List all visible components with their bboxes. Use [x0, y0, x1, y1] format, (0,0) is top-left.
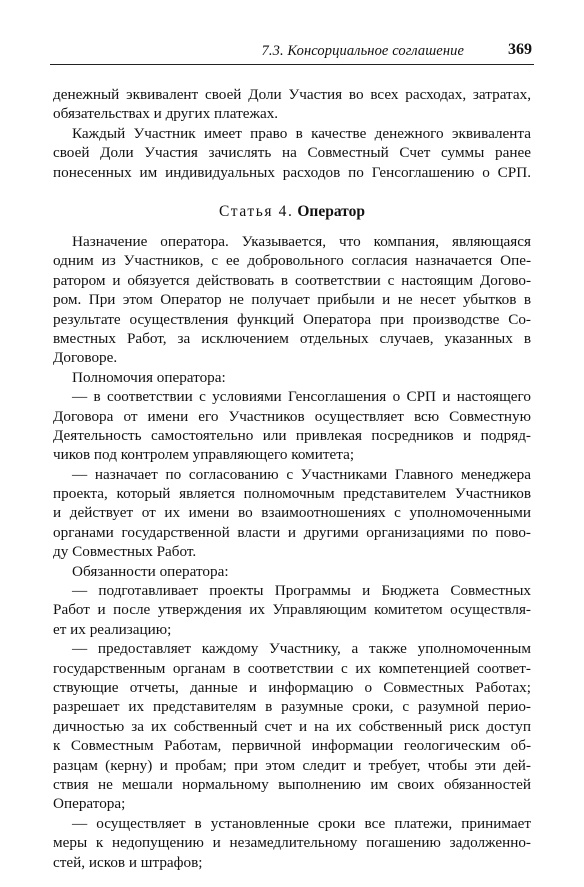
- text-line: ствия не мешали нормальному выполнению им своих обязанностей: [53, 775, 531, 793]
- text-line: Деятельность самостоятельно или привлекая посредников и подряд-: [53, 426, 531, 444]
- section-title: 7.3. Консорциальное соглашение: [261, 43, 464, 59]
- paragraph-block-2: [53, 232, 531, 872]
- text-line: денежный эквивалент своей Доли Участия во всех расходах, затратах,: [53, 86, 531, 103]
- text-line: ет их реализацию;: [53, 620, 172, 638]
- text-line: — осуществляет в установленные сроки все платежи, принимает: [72, 814, 531, 832]
- article-number: Статья 4.: [219, 203, 294, 220]
- text-line: обязательствах и других платежах.: [53, 105, 279, 123]
- text-line: Каждый Участник имеет право в качестве денежного эквивалента: [72, 124, 531, 142]
- text-line: Оператора;: [53, 795, 126, 813]
- text-line: Обязанности оператора:: [72, 562, 229, 580]
- text-line: Договоре.: [53, 349, 118, 367]
- article-heading: [0, 203, 584, 221]
- text-line: государственным органам в соответствии с их компетенцией соответ-: [53, 659, 531, 677]
- text-line: стей, исков и штрафов;: [53, 853, 203, 871]
- text-line: ратором и обязуется действовать в соответствии с настоящим Догово-: [53, 271, 531, 289]
- text-line: — назначает по согласованию с Участниками Главного менеджера: [72, 465, 531, 483]
- text-line: к Совместным Работам, первичной информации геологическим об-: [53, 737, 531, 755]
- text-line: результате осуществления функций Оператора при производстве Со-: [53, 310, 531, 328]
- text-line: Работ и после утверждения их Управляющим комитетом осуществля-: [53, 601, 531, 619]
- text-line: — предоставляет каждому Участнику, а также уполномоченным: [72, 640, 531, 658]
- text-line: одним из Участников, с ее добровольного согласия назначается Опе-: [53, 252, 531, 270]
- text-line: Назначение оператора. Указывается, что компания, являющаяся: [72, 233, 531, 250]
- page-number: 369: [508, 41, 532, 58]
- text-line: Полномочия оператора:: [72, 368, 226, 386]
- text-line: — подготавливает проекты Программы и Бюджета Совместных: [72, 582, 531, 600]
- text-line: меры к недопущению и незамедлительному погашению задолженно-: [53, 834, 531, 852]
- text-line: разрешает их представителям в разумные сроки, с разумной перио-: [53, 698, 531, 716]
- text-line: и действует от их имени во взаимоотношениях с уполномоченными: [53, 504, 531, 522]
- text-line: — в соответствии с условиями Генсоглашения о СРП и настоящего: [72, 388, 531, 406]
- text-line: проекта, который является полномочным представителем Участников: [53, 485, 531, 503]
- text-line: органами государственной власти и другими организациями по пово-: [53, 523, 531, 541]
- text-line: понесенных им индивидуальных расходов по Генсоглашению о СРП.: [53, 163, 531, 181]
- paragraph-block-1: [53, 85, 531, 182]
- text-line: ду Совместных Работ.: [53, 543, 197, 561]
- article-title: Оператор: [297, 203, 365, 220]
- text-line: вместных Работ, за исключением отдельных случаев, указанных в: [53, 329, 531, 347]
- text-line: дичностью за их собственный счет и на их собственный риск доступ: [53, 717, 531, 735]
- text-line: разцам (керну) и пробам; при этом следит и требует, чтобы эти дей-: [53, 756, 531, 774]
- text-line: своей Доли Участия зачислять на Совместный Счет суммы ранее: [53, 144, 531, 162]
- text-line: ствующие отчеты, данные и информацию о Совместных Работах;: [53, 678, 531, 696]
- text-line: ром. При этом Оператор не получает прибыли и не несет убытков в: [53, 291, 531, 309]
- text-line: чиков под контролем управляющего комитета;: [53, 446, 355, 464]
- running-header: [50, 40, 534, 65]
- text-line: Договора от имени его Участников осуществляет всю Совместную: [53, 407, 531, 425]
